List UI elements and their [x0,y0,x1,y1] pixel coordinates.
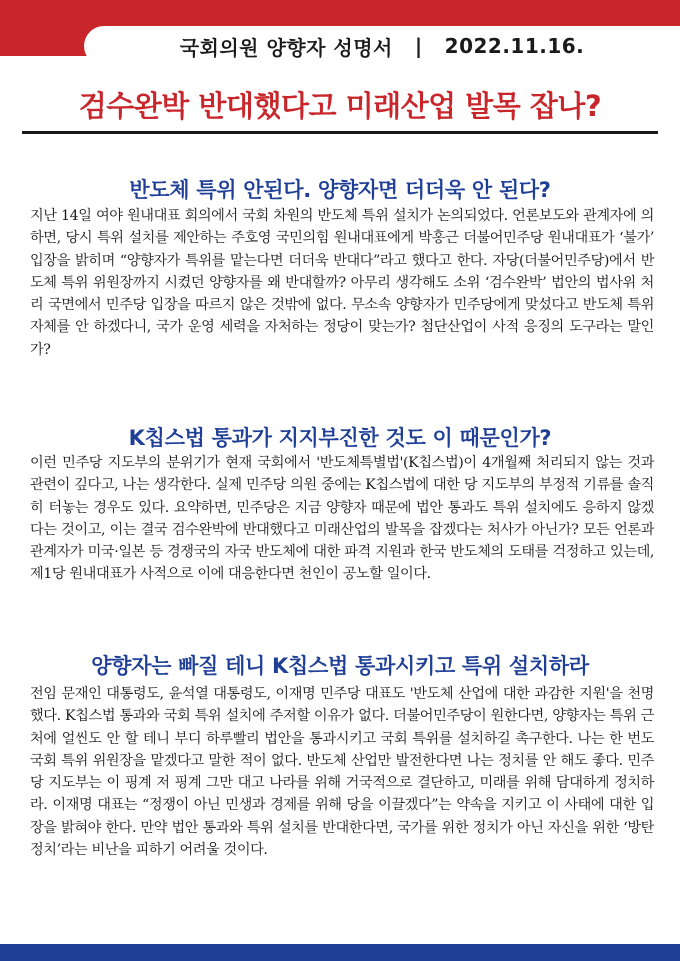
section-heading-1: 반도체 특위 안된다. 양향자면 더더욱 안 된다? [129,178,551,202]
statement-header [84,26,680,66]
section-body-3: 전임 문재인 대통령도, 윤석열 대통령도, 이재명 민주당 대표도 '반도체 산업에 대한 과감한 지원'을 천명했다. K칩스법 통과와 국회 특위 설치에 주저할 이유가 없다. 더불어민주당이 원한다면, 양향자는 특위 근처에 얼씬도 안 할 테니 부디 하루빨리 법안을 통과시키고 국회 특위를 설치하길 촉구한다. 나는 한 번도 국회 특위 위원장을 맡겠다고 말한 적이 없다. 반도체 산업만 발전한다면 나는 정치를 안 해도 좋다. 민주당 지도부는 이 핑계 저 핑계 그만 대고 나라를 위해 거국적으로 결단하고, 미래를 위해 담대하게 정치하라. 이재명 대표는 “정쟁이 아닌 민생과 경제를 위해 당을 이끌겠다”는 약속을 지키고 이 사태에 대한 입장을 밝혀야 한다. 만약 법안 통과와 특위 설치를 반대한다면, 국가를 위한 정치가 아닌 자신을 위한 ‘방탄 정치’라는 비난을 피하기 어려울 것이다. [30,686,654,859]
header-separator: | [414,34,423,58]
section-heading-3: 양향자는 빠질 테니 K칩스법 통과시키고 특위 설치하라 [91,654,589,678]
bottom-blue-band [0,944,680,961]
page-title: 검수완박 반대했다고 미래산업 발목 잡나? [78,89,602,123]
statement-date: 2022.11.16. [444,34,585,58]
section-heading-2: K칩스법 통과가 지지부진한 것도 이 때문인가? [128,426,552,450]
section-body-2: 이런 민주당 지도부의 분위기가 현재 국회에서 '반도체특별법'(K칩스법)이 4개월째 처리되지 않는 것과 관련이 깊다고, 나는 생각한다. 실제 민주당 의원 중에는 K칩스법에 대한 당 지도부의 부정적 기류를 솔직히 터놓는 경우도 있다. 요약하면, 민주당은 지금 양향자 때문에 법안 통과도 특위 설치에도 응하지 않겠다는 것이고, 이는 결국 검수완박에 반대했다고 미래산업의 발목을 잡겠다는 처사가 아닌가? 모든 언론과 관계자가 미국·일본 등 경쟁국의 자국 반도체에 대한 파격 지원과 한국 반도체의 도태를 걱정하고 있는데, 제1당 원내대표가 사적으로 이에 대응한다면 천인이 공노할 일이다. [30,455,654,583]
title-divider [22,131,658,134]
section-body-1: 지난 14일 여야 원내대표 회의에서 국회 차원의 반도체 특위 설치가 논의되었다. 언론보도와 관계자에 의하면, 당시 특위 설치를 제안하는 주호영 국민의힘 원내대표에게 박홍근 더불어민주당 원내대표가 ‘불가’ 입장을 밝히며 “양향자가 특위를 맡는다면 더더욱 반대다”라고 했다고 한다. 자당(더불어민주당)에서 반도체 특위 위원장까지 시켰던 양향자를 왜 반대할까? 아무리 생각해도 소위 ‘검수완박’ 법안의 법사위 처리 국면에서 민주당 입장을 따르지 않은 것밖에 없다. 무소속 양향자가 민주당에게 맞섰다고 반도체 특위 자체를 안 하겠다니, 국가 운영 세력을 자처하는 정당이 맞는가? 첨단산업이 사적 응징의 도구라는 말인가? [30,208,654,358]
statement-label: 국회의원 양향자 성명서 [179,35,393,60]
